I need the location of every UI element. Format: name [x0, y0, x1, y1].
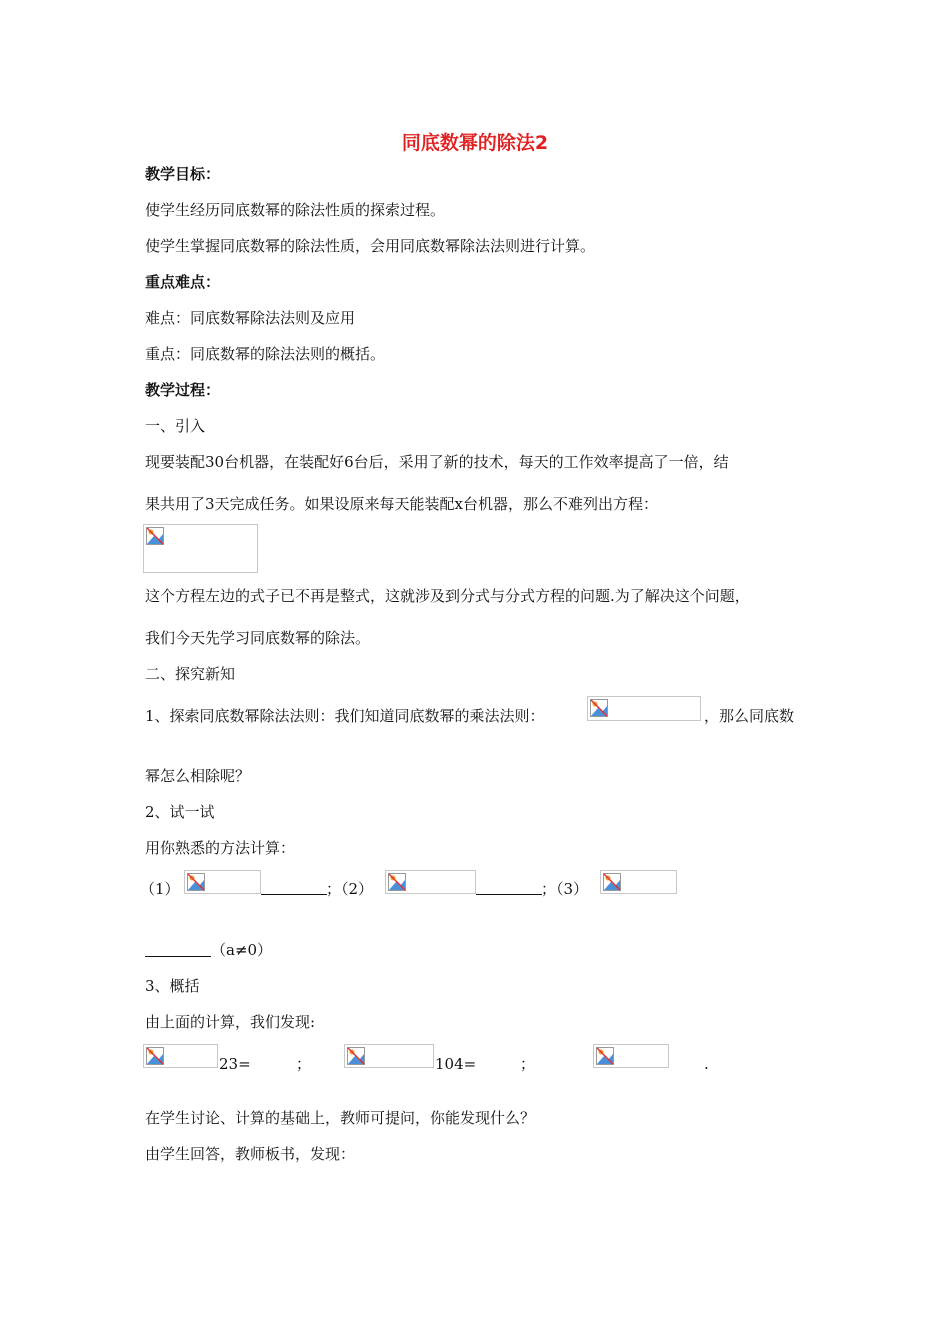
try-intro: 用你熟悉的方法计算：: [145, 839, 296, 857]
item-2-label: ；（2）: [326, 880, 374, 898]
item-1-blank[interactable]: [261, 880, 327, 895]
finding-1-image: [143, 1044, 218, 1068]
broken-image-icon: [146, 527, 164, 545]
summary-intro: 由上面的计算，我们发现:: [145, 1013, 316, 1031]
goals-heading: 教学目标：: [145, 165, 221, 183]
broken-image-icon: [347, 1047, 365, 1065]
answer-text: 由学生回答，教师板书，发现：: [145, 1145, 356, 1163]
process-heading: 教学过程：: [145, 381, 221, 399]
item-2-image: [385, 870, 476, 894]
finding-3-image: [593, 1044, 669, 1068]
try-heading: 2、试一试: [145, 803, 215, 821]
broken-image-icon: [590, 699, 608, 717]
item-3-blank[interactable]: [145, 942, 211, 957]
after-equation-line-2: 我们今天先学习同底数幂的除法。: [145, 629, 371, 647]
condition-text: （a≠0）: [211, 941, 273, 959]
part-2-heading: 二、探究新知: [145, 665, 236, 683]
goal-1: 使学生经历同底数幂的除法性质的探索过程。: [145, 201, 446, 219]
equation-image: [143, 524, 258, 573]
item-3-image: [600, 870, 677, 894]
part-1-heading: 一、引入: [145, 417, 206, 435]
item-2-blank[interactable]: [476, 880, 542, 895]
item-1-label: （1）: [140, 880, 180, 898]
key-point-text: 重点：同底数幂的除法法则的概括。: [145, 345, 386, 363]
multiplication-rule-image: [587, 696, 701, 721]
separator-1: ；: [296, 1055, 312, 1073]
intro-line-2: 果共用了3天完成任务。如果设原来每天能装配x台机器，那么不难列出方程：: [145, 495, 659, 513]
after-equation-line-1: 这个方程左边的式子已不再是整式，这就涉及到分式与分式方程的问题.为了解决这个问题，: [145, 587, 750, 605]
document-title: 同底数幂的除法2: [401, 132, 549, 154]
finding-2-image: [344, 1044, 434, 1068]
finding-1-text: 23=: [219, 1055, 251, 1073]
explore-line-2: 幂怎么相除呢？: [145, 767, 251, 785]
finding-2-text: 104=: [435, 1055, 477, 1073]
item-3-label: ；（3）: [541, 880, 589, 898]
difficulty-text: 难点：同底数幂除法法则及应用: [145, 309, 356, 327]
broken-image-icon: [146, 1047, 164, 1065]
explore-prefix: 1、探索同底数幂除法法则：我们知道同底数幂的乘法法则：: [145, 707, 545, 725]
explore-suffix: ，那么同底数: [704, 707, 795, 725]
item-1-image: [184, 870, 261, 894]
end-dot: .: [704, 1055, 709, 1073]
intro-line-1: 现要装配30台机器，在装配好6台后，采用了新的技术，每天的工作效率提高了一倍，结: [145, 453, 729, 471]
broken-image-icon: [603, 873, 621, 891]
summary-heading: 3、概括: [145, 977, 200, 995]
goal-2: 使学生掌握同底数幂的除法性质，会用同底数幂除法法则进行计算。: [145, 237, 596, 255]
broken-image-icon: [388, 873, 406, 891]
broken-image-icon: [596, 1047, 614, 1065]
broken-image-icon: [187, 873, 205, 891]
separator-2: ；: [520, 1055, 536, 1073]
key-heading: 重点难点：: [145, 273, 221, 291]
discussion-text: 在学生讨论、计算的基础上，教师可提问，你能发现什么？: [145, 1109, 536, 1127]
